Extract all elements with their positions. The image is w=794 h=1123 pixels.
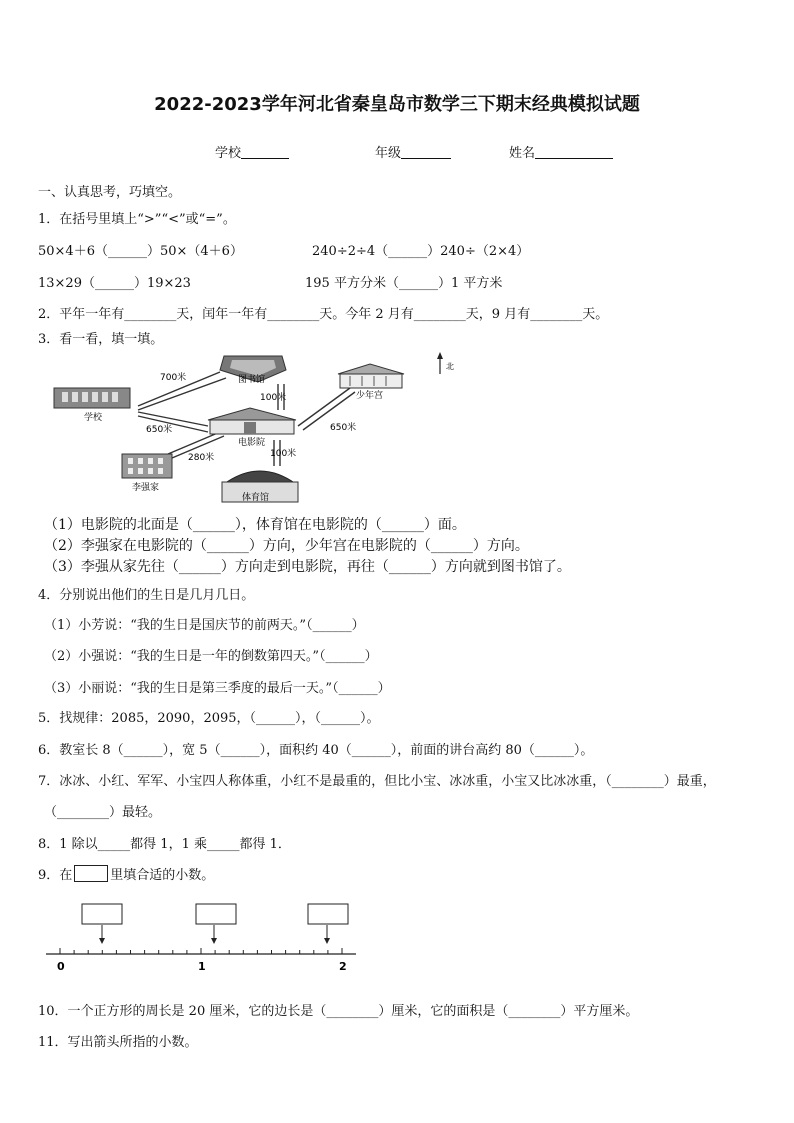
q2-text: 2．平年一年有________天，闰年一年有________天。今年 2 月有________天，9 月有________天。 [38, 307, 609, 322]
q4-sub3: （3）小丽说：“我的生日是第三季度的最后一天。”（______） [44, 681, 391, 696]
q1-prompt: 1．在括号里填上“>”“<”或“=”。 [38, 212, 236, 227]
q11-text: 11．写出箭头所指的小数。 [38, 1035, 198, 1050]
distance-650-west: 650米 [146, 425, 173, 435]
q7-line2: （________）最轻。 [44, 805, 162, 820]
distance-100-north: 100米 [260, 393, 287, 403]
q3-sub1: （1）电影院的北面是（______），体育馆在电影院的（______）面。 [44, 517, 466, 533]
q4-prompt: 4．分别说出他们的生日是几月几日。 [38, 588, 255, 603]
distance-650-east: 650米 [330, 423, 357, 433]
direction-map [48, 348, 468, 506]
north-label: 北 [446, 362, 454, 371]
name-blank[interactable] [535, 144, 613, 159]
north-arrow-icon [437, 352, 443, 374]
q3-sub3: （3）李强从家先往（______）方向走到电影院，再往（______）方向就到图书馆了。 [44, 559, 571, 575]
arrow-down-icon [324, 938, 330, 944]
axis-ticks [60, 948, 342, 954]
tick-label-1: 1 [198, 960, 206, 973]
school-icon [54, 388, 130, 408]
school-label-map: 学校 [84, 413, 103, 423]
q5-text: 5．找规律：2085，2090，2095，（______），（______）。 [38, 711, 380, 726]
library-label: 图书馆 [238, 375, 266, 385]
number-line [38, 898, 368, 978]
cinema-icon [208, 408, 296, 434]
home-label: 李强家 [132, 483, 160, 493]
q1-item-c: 13×29（______）19×23 [38, 276, 191, 291]
stadium-label: 体育馆 [242, 493, 270, 503]
q1-item-b: 240÷2÷4（______）240÷（2×4） [312, 244, 530, 259]
page-title: 2022-2023学年河北省秦皇岛市数学三下期末经典模拟试题 [154, 94, 640, 115]
tick-label-0: 0 [57, 960, 65, 973]
arrow-down-icon [99, 938, 105, 944]
q4-sub2: （2）小强说：“我的生日是一年的倒数第四天。”（______） [44, 649, 378, 664]
q9-pre: 9．在 [38, 868, 73, 883]
grade-blank[interactable] [401, 144, 451, 159]
q9-post: 里填合适的小数。 [110, 868, 215, 883]
q3-sub2: （2）李强家在电影院的（______）方向，少年宫在电影院的（______）方向。 [44, 538, 529, 554]
grade-label: 年级 [375, 146, 402, 161]
school-label: 学校 [215, 146, 242, 161]
q1-item-d: 195 平方分米（______）1 平方米 [305, 276, 503, 291]
arrow-down-icon [211, 938, 217, 944]
cinema-label: 电影院 [238, 438, 266, 448]
school-blank[interactable] [241, 144, 289, 159]
grade-field [375, 142, 451, 161]
answer-box-3[interactable] [308, 904, 348, 924]
q9-prompt [38, 864, 214, 883]
answer-box-2[interactable] [196, 904, 236, 924]
section-heading: 一、认真思考，巧填空。 [38, 185, 182, 200]
youth-palace-label: 少年宫 [356, 391, 384, 401]
home-icon [122, 454, 172, 478]
q4-sub1: （1）小芳说：“我的生日是国庆节的前两天。”（______） [44, 618, 365, 633]
q7-line1: 7．冰冰、小红、军军、小宝四人称体重，小红不是最重的，但比小宝、冰冰重，小宝又比冰冰重，（________）最重， [38, 774, 716, 789]
distance-100-south: 100米 [270, 449, 297, 459]
distance-280: 280米 [188, 453, 215, 463]
q6-text: 6．教室长 8（______），宽 5（______），面积约 40（______），前面的讲台高约 80（______）。 [38, 743, 594, 758]
answer-box-1[interactable] [82, 904, 122, 924]
q1-item-a: 50×4＋6（______）50×（4＋6） [38, 244, 243, 259]
q8-text: 8．1 除以_____都得 1，1 乘_____都得 1． [38, 837, 291, 852]
q3-prompt: 3．看一看，填一填。 [38, 332, 164, 347]
q10-text: 10．一个正方形的周长是 20 厘米，它的边长是（________）厘米，它的面积是（________）平方厘米。 [38, 1004, 639, 1019]
distance-700: 700米 [160, 373, 187, 383]
name-label: 姓名 [509, 146, 536, 161]
tick-label-2: 2 [339, 960, 347, 973]
name-field [509, 142, 613, 161]
school-field [215, 142, 289, 161]
q9-inline-box [74, 865, 108, 882]
youth-palace-icon [338, 364, 404, 388]
